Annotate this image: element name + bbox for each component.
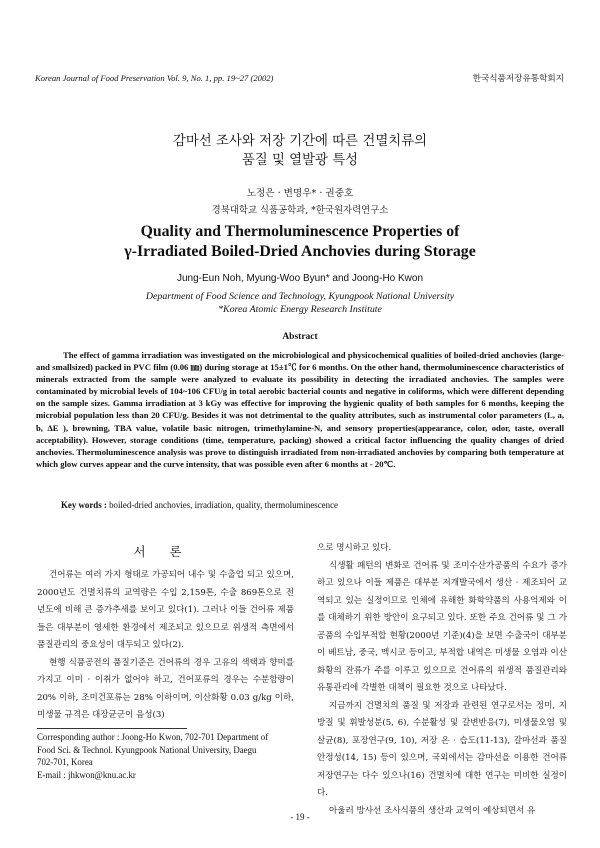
society-name: 한국식품저장유통학회지 (472, 74, 564, 84)
korean-authors: 노정은 · 변명우* · 권중호 (246, 188, 354, 199)
english-affiliation-2: *Korea Atomic Energy Research Institute (218, 304, 382, 315)
page-number: - 19 - (290, 812, 310, 822)
keywords (61, 500, 338, 510)
english-affiliation-1: Department of Food Science and Technology, Kyungpook National University (145, 291, 455, 302)
intro-paragraph-4: 지금까지 건멸치의 품질 및 저장과 관련된 연구로서는 정미, 지방질 및 휘발성분(5, 6), 수분활성 및 갈변반응(7), 미생물오염 및 살균(8), 포장연구(9, 10), 저장 온 · 습도(11-13), 갈마선과 품질안정성(14, 15) 등이 있으며, 국외에서는 감마선을 이용한 건어류 저장연구는 다수 있으나(16) 건멸치에 대한 연구는 미비한 실정이다. (317, 700, 567, 798)
english-title (0, 222, 600, 262)
right-column (317, 540, 567, 820)
english-authors: Jung-Eun Noh, Myung-Woo Byun* and Joong-Ho Kwon (176, 273, 424, 284)
left-column (37, 567, 294, 725)
korean-title (0, 132, 600, 170)
correspondence-line-1: Corresponding author : Joong-Ho Kwon, 702-701 Department of (37, 732, 269, 742)
korean-title-line-1: 감마선 조사와 저장 기간에 따른 건멸치류의 (172, 134, 428, 149)
intro-paragraph-5: 아울러 방사선 조사식품의 생산과 교역이 예상되면서 유 (329, 805, 536, 816)
korean-affiliation: 경북대학교 식품공학과, *한국원자력연구소 (211, 205, 389, 216)
section-heading-introduction: 서 론 (133, 544, 192, 559)
keywords-label: Key words : (61, 500, 107, 510)
abstract-heading: Abstract (282, 332, 318, 342)
intro-paragraph-1: 건어류는 여러 가지 형태로 가공되어 내수 및 수출업 되고 있으며, 2000년도 건멸치류의 교역량은 수입 2,159톤, 수출 869톤으로 전년도에 비해 큰 증가추세를 보이고 있다(1). 그러나 이들 건어류 제품들은 대부분이 영세한 환경에서 제조되고 있으므로 위생적 측면에서 품질관리의 중요성이 대두되고 있다(2). (37, 570, 294, 650)
abstract-text: The effect of gamma irradiation was investigated on the microbiological and physicochemical qualities of boiled-dried anchovies (large- and smallsized) packed in PVC film (0.06 ㎜) during storage at 15±1℃ for 6 months. On the other hand, thermoluminescence characteristics of minerals extracted from the sample were analyzed to evaluate its possibility in detecting the irradiated anchovies. The samples were contaminated by microbial levels of 104~106 CFU/g in total aerobic bacterial counts and negative in coliforms, which were different depending on the sample sizes. Gamma irradiation at 3 kGy was effective for improving the hygienic quality of both samples for 6 months, keeping the microbial population less than 20 CFU/g. Besides it was not detrimental to the quality attributes, such as instrumental color parameters (L, a, b, ΔE ), browning, TBA value, volatile basic nitrogen, trimethylamine-N, and sensory properties(appearance, color, odor, taste, overall acceptability). However, storage conditions (time, temperature, packing) showed a critical factor influencing the quality changes of dried anchovies. Thermoluminescence analysis was prove to distinguish irradiated from non-irradiated anchovies by comparing both temperature at which glow curves appear and the curve intensity, that was possible even after 6 months at - 20℃. (36, 350, 564, 469)
keywords-text: boiled-dried anchovies, irradiation, quality, thermoluminescence (109, 500, 338, 510)
english-title-line-2: γ-Irradiated Boiled-Dried Anchovies during Storage (124, 243, 476, 260)
intro-continuation: 으로 명시하고 있다. (317, 543, 392, 553)
journal-citation: Korean Journal of Food Preservation Vol. 9, No. 1, pp. 19~27 (2002) (35, 73, 274, 83)
intro-paragraph-2: 현행 식품공전의 품질기준은 건어류의 경우 고유의 색택과 향미를 가지고 이미 · 이취가 없어야 하고, 건어포류의 경우는 수분함량이 20% 이하, 조미건포류는 28% 이하이며, 이산화황 0.03 g/kg 이하, 미생물 규격은 대장균군이 음성(3) (37, 657, 294, 720)
correspondence-line-2: Food Sci. & Technol. Kyungpook National University, Daegu (37, 744, 257, 755)
english-title-line-1: Quality and Thermoluminescence Properties of (140, 223, 460, 240)
correspondence-email: E-mail : jhkwon@knu.ac.kr (37, 769, 136, 780)
correspondence-note (37, 731, 297, 781)
korean-title-line-2: 품질 및 열발광 특성 (241, 153, 359, 168)
footnote-divider (37, 728, 187, 729)
intro-paragraph-3: 식생활 패턴의 변화로 건어류 및 조미수산가공품의 수요가 증가하고 있으나 이들 제품은 대부분 저개발국에서 생산 · 제조되어 교역되고 있는 실정이므로 인체에 유해한 화학약품의 사용억제와 이를 대체하기 위한 방안이 요구되고 있다. 또한 주요 건어류 및 그 가공품의 수입부적합 현황(2000년 기준)(4)을 보면 수출국이 대부분이 베트남, 중국, 멕시코 등이고, 부적합 내역은 미생물 오염과 이산화황의 잔류가 주를 이루고 있으므로 건어류의 위생적 품질관리와 유통관리에 각별한 대책이 필요한 것으로 나타났다. (317, 560, 567, 693)
correspondence-line-3: 702-701, Korea (37, 757, 93, 768)
